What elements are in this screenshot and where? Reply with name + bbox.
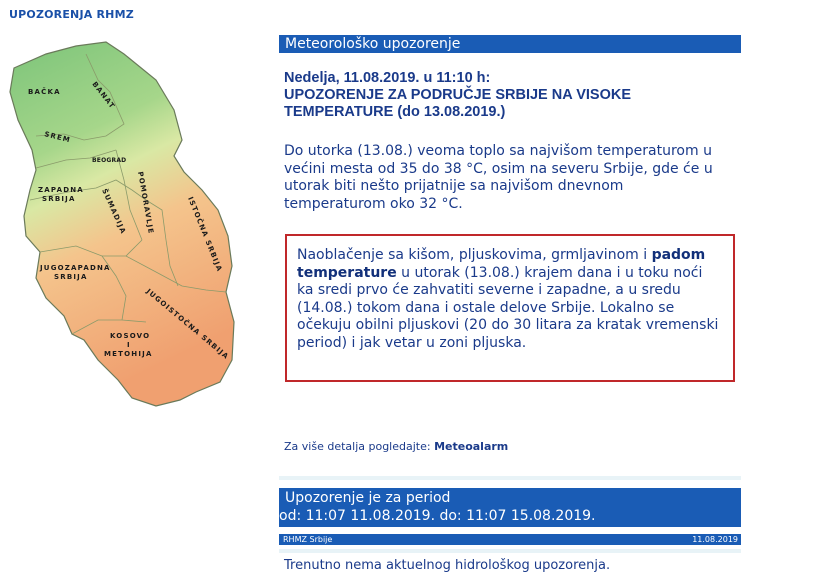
footer-bar bbox=[279, 534, 741, 545]
map-label-jugozapadna-srbija: SRBIJA bbox=[54, 273, 88, 281]
page-title: UPOZORENJA RHMZ bbox=[9, 8, 134, 21]
map-label-backa: BAČKA bbox=[28, 88, 61, 96]
map-label-jugoistocna-srbija: JUGOISTOČNA SRBIJA bbox=[144, 287, 231, 362]
map-label-kosovo: KOSOVO bbox=[110, 332, 151, 340]
map-label-srem: SREM bbox=[43, 130, 72, 145]
map-label-jugozapadna: JUGOZAPADNA bbox=[40, 264, 111, 272]
storm-notice-bold: padom temperature bbox=[297, 247, 706, 281]
warning-header: Meteorološko upozorenje bbox=[279, 35, 741, 53]
period-label: Upozorenje je za period bbox=[285, 490, 451, 506]
headline-date: Nedelja, 11.08.2019. u 11:10 h: bbox=[284, 70, 491, 86]
map-label-i: I bbox=[127, 341, 131, 349]
map-label-beograd: BEOGRAD bbox=[92, 157, 127, 164]
meteoalarm-link[interactable]: Meteoalarm bbox=[434, 440, 509, 453]
divider-strip bbox=[279, 476, 741, 480]
headline-title-2: TEMPERATURE (do 13.08.2019.) bbox=[284, 104, 506, 120]
map-label-metohija: METOHIJA bbox=[104, 350, 153, 358]
headline-title-1: UPOZORENJE ZA PODRUČJE SRBIJE NA VISOKE bbox=[284, 87, 631, 103]
map-label-zapadna: ZAPADNA bbox=[38, 186, 84, 194]
map-label-pomoravlje: POMORAVLJE bbox=[136, 170, 155, 235]
period-bar bbox=[279, 488, 741, 527]
footer-date: 11.08.2019 bbox=[692, 535, 738, 544]
period-range: od: 11:07 11.08.2019. do: 11:07 15.08.2019. bbox=[279, 508, 596, 524]
more-details-label: Za više detalja pogledajte: bbox=[284, 440, 431, 453]
storm-notice-box bbox=[285, 234, 735, 382]
more-details bbox=[284, 440, 508, 453]
storm-notice-text-1: Naoblačenje sa kišom, pljuskovima, grmljavinom i bbox=[297, 247, 652, 263]
hydro-status: Trenutno nema aktuelnog hidrološkog upozorenja. bbox=[284, 558, 611, 573]
serbia-warning-map[interactable] bbox=[6, 40, 246, 410]
map-label-sumadija: ŠUMADIJA bbox=[100, 187, 128, 236]
warning-headline bbox=[284, 70, 724, 121]
divider-strip-2 bbox=[279, 549, 741, 553]
map-label-istocna-srbija: ISTOČNA SRBIJA bbox=[186, 195, 224, 274]
map-label-banat: BANAT bbox=[90, 80, 117, 111]
storm-notice-text-2: u utorak (13.08.) krajem dana i u toku noći ka sredi prvo će zahvatiti severne i zapadne, a u sredu (14.08.) tokom dana i ostale delove Srbije. Lokalno se očekuju obilni pljuskovi (20 do 30 litara za kratak vremenski period) i jak vetar u zoni pljuska. bbox=[297, 264, 719, 351]
footer-source: RHMZ Srbije bbox=[283, 535, 333, 544]
warning-paragraph: Do utorka (13.08.) veoma toplo sa najvišom temperaturom u većini mesta od 35 do 38 °C, osim na severu Srbije, gde će u utorak biti nešto prijatnije sa najvišom dnevnom temperaturom oko 32 °C. bbox=[284, 143, 713, 212]
map-label-zapadna-srbija: SRBIJA bbox=[42, 195, 76, 203]
